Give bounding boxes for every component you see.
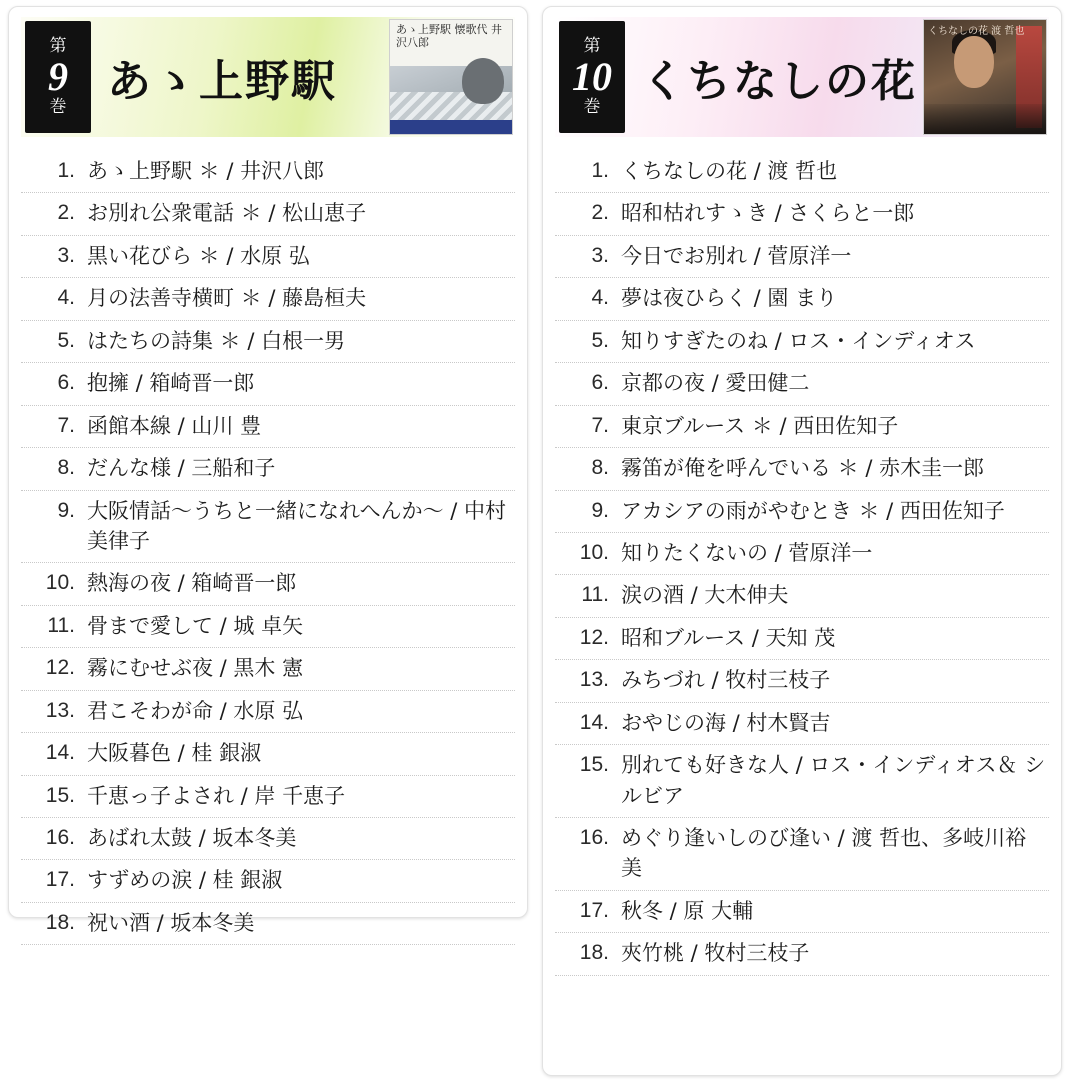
track-row xyxy=(555,491,1049,533)
track-row xyxy=(555,575,1049,617)
track-number: 16. xyxy=(579,826,609,849)
track-title: 祝い酒 / 坂本冬美 xyxy=(87,910,255,935)
track-list-9 xyxy=(21,151,515,945)
track-number: 15. xyxy=(579,753,609,777)
album-jacket-image xyxy=(389,19,513,135)
track-number: 10. xyxy=(45,571,75,595)
track-title: おやじの海 / 村木賢吉 xyxy=(621,710,831,735)
track-title: 黒い花びら ＊ / 水原 弘 xyxy=(87,243,310,268)
track-title: 函館本線 / 山川 豊 xyxy=(87,413,262,438)
track-number: 12. xyxy=(579,625,609,649)
track-title: 知りすぎたのね / ロス・インディオス xyxy=(621,328,976,353)
track-title: 今日でお別れ / 菅原洋一 xyxy=(621,243,852,268)
track-row xyxy=(555,151,1049,193)
track-number: 11. xyxy=(581,583,609,607)
track-title: 骨まで愛して / 城 卓矢 xyxy=(87,613,304,638)
track-title: 抱擁 / 箱崎晋一郎 xyxy=(87,371,255,396)
track-row xyxy=(555,660,1049,702)
volume-badge xyxy=(559,21,625,133)
track-title: 夢は夜ひらく / 園 まり xyxy=(621,286,838,311)
volume-label-bottom: 巻 xyxy=(49,97,67,117)
track-number: 13. xyxy=(45,698,75,722)
track-number: 4. xyxy=(57,286,75,310)
track-row xyxy=(555,236,1049,278)
track-row xyxy=(21,563,515,605)
track-title: 霧笛が俺を呼んでいる ＊ / 赤木圭一郎 xyxy=(621,456,985,481)
track-number: 5. xyxy=(591,328,609,352)
track-title: 涙の酒 / 大木伸夫 xyxy=(621,583,789,608)
volume-panel-9 xyxy=(8,6,528,935)
volume-banner-9 xyxy=(21,17,515,137)
volume-label-top: 第 xyxy=(583,36,601,56)
track-title: めぐり逢いしのび逢い / 渡 哲也、多岐川裕美 xyxy=(621,826,1027,881)
volume-banner-10 xyxy=(555,17,1049,137)
track-title: あゝ上野駅 ＊ / 井沢八郎 xyxy=(87,159,325,183)
track-number: 13. xyxy=(579,668,609,692)
track-number: 15. xyxy=(45,783,75,807)
track-title: お別れ公衆電話 ＊ / 松山恵子 xyxy=(87,201,367,226)
track-number: 8. xyxy=(57,456,75,480)
track-row xyxy=(555,703,1049,745)
track-title: すずめの涙 / 桂 銀淑 xyxy=(87,868,283,893)
track-title: くちなしの花 / 渡 哲也 xyxy=(621,159,838,183)
jacket-artwork xyxy=(390,20,512,134)
track-number: 9. xyxy=(57,498,75,522)
track-row xyxy=(555,933,1049,975)
track-number: 16. xyxy=(45,826,75,849)
track-row xyxy=(555,278,1049,320)
track-title: 秋冬 / 原 大輔 xyxy=(621,898,754,923)
track-row xyxy=(21,733,515,775)
track-number: 14. xyxy=(579,710,609,734)
track-row xyxy=(21,193,515,235)
jacket-figure-face xyxy=(462,58,504,104)
track-number: 9. xyxy=(591,498,609,522)
track-title: 京都の夜 / 愛田健二 xyxy=(621,371,810,396)
track-row xyxy=(21,406,515,448)
track-number: 17. xyxy=(579,898,609,922)
track-number: 6. xyxy=(591,371,609,395)
track-title: 東京ブルース ＊ / 西田佐知子 xyxy=(621,413,899,438)
track-row xyxy=(555,448,1049,490)
track-row xyxy=(21,818,515,860)
track-row xyxy=(21,648,515,690)
track-number: 7. xyxy=(57,413,75,437)
track-row xyxy=(21,448,515,490)
track-title: 月の法善寺横町 ＊ / 藤島桓夫 xyxy=(87,286,367,311)
track-title: 霧にむせぶ夜 / 黒木 憲 xyxy=(87,656,304,681)
track-title: 千恵っ子よされ / 岸 千恵子 xyxy=(87,783,346,808)
track-row xyxy=(21,278,515,320)
track-title: 大阪暮色 / 桂 銀淑 xyxy=(87,741,262,766)
track-row xyxy=(21,903,515,945)
track-number: 4. xyxy=(591,286,609,310)
track-title: はたちの詩集 ＊ / 白根一男 xyxy=(87,328,346,353)
track-row xyxy=(21,691,515,733)
track-row xyxy=(21,363,515,405)
track-number: 3. xyxy=(57,243,75,267)
volume-title: あゝ上野駅 xyxy=(107,56,337,107)
track-row xyxy=(21,321,515,363)
jacket-artwork xyxy=(924,20,1046,134)
track-row xyxy=(21,151,515,193)
volume-panel-10 xyxy=(542,6,1062,1076)
track-row xyxy=(555,363,1049,405)
track-row xyxy=(555,745,1049,818)
track-row xyxy=(555,533,1049,575)
track-row xyxy=(555,321,1049,363)
track-row xyxy=(555,891,1049,933)
track-number: 6. xyxy=(57,371,75,395)
volume-badge xyxy=(25,21,91,133)
track-row xyxy=(21,606,515,648)
track-list-10 xyxy=(555,151,1049,976)
jacket-bottom-bar xyxy=(390,120,512,134)
track-number: 18. xyxy=(45,910,75,934)
track-title: 昭和枯れすゝき / さくらと一郎 xyxy=(621,201,915,226)
jacket-figure-face xyxy=(954,36,994,88)
volume-label-bottom: 巻 xyxy=(583,97,601,117)
track-number: 5. xyxy=(57,328,75,352)
track-number: 7. xyxy=(591,413,609,437)
track-row xyxy=(555,193,1049,235)
track-title: だんな様 / 三船和子 xyxy=(87,456,276,481)
track-title: 君こそわが命 / 水原 弘 xyxy=(87,698,304,723)
track-row xyxy=(21,491,515,564)
volume-number: 10 xyxy=(572,54,612,99)
track-number: 12. xyxy=(45,656,75,680)
jacket-caption: くちなしの花 渡 哲也 xyxy=(928,26,1025,37)
track-number: 11. xyxy=(47,613,75,637)
track-row xyxy=(555,818,1049,891)
track-title: 熱海の夜 / 箱崎晋一郎 xyxy=(87,571,297,596)
track-row xyxy=(21,860,515,902)
track-title: 知りたくないの / 菅原洋一 xyxy=(621,540,873,565)
track-row xyxy=(555,406,1049,448)
volume-title: くちなしの花 xyxy=(641,56,917,107)
track-number: 10. xyxy=(579,540,609,564)
track-row xyxy=(555,618,1049,660)
track-number: 1. xyxy=(57,159,75,182)
volume-number: 9 xyxy=(48,54,68,99)
track-title: みちづれ / 牧村三枝子 xyxy=(621,668,831,693)
track-number: 17. xyxy=(45,868,75,892)
track-title: アカシアの雨がやむとき ＊ / 西田佐知子 xyxy=(621,498,1005,523)
track-number: 2. xyxy=(591,201,609,225)
track-number: 1. xyxy=(591,159,609,182)
track-title: 夾竹桃 / 牧村三枝子 xyxy=(621,941,810,966)
track-row xyxy=(21,776,515,818)
track-title: あばれ太鼓 / 坂本冬美 xyxy=(87,826,297,850)
jacket-caption: あゝ上野駅 懐歌代 井沢八郎 xyxy=(396,23,502,49)
track-title: 昭和ブルース / 天知 茂 xyxy=(621,625,836,650)
track-number: 8. xyxy=(591,456,609,480)
album-jacket-image xyxy=(923,19,1047,135)
track-title: 大阪情話〜うちと一緒になれへんか〜 / 中村美律子 xyxy=(87,498,507,553)
track-number: 14. xyxy=(45,741,75,765)
volume-label-top: 第 xyxy=(49,36,67,56)
jacket-shadow xyxy=(924,104,1046,134)
track-number: 18. xyxy=(579,941,609,965)
track-row xyxy=(21,236,515,278)
track-number: 3. xyxy=(591,243,609,267)
track-number: 2. xyxy=(57,201,75,225)
track-title: 別れても好きな人 / ロス・インディオス＆ シルビア xyxy=(621,753,1046,808)
